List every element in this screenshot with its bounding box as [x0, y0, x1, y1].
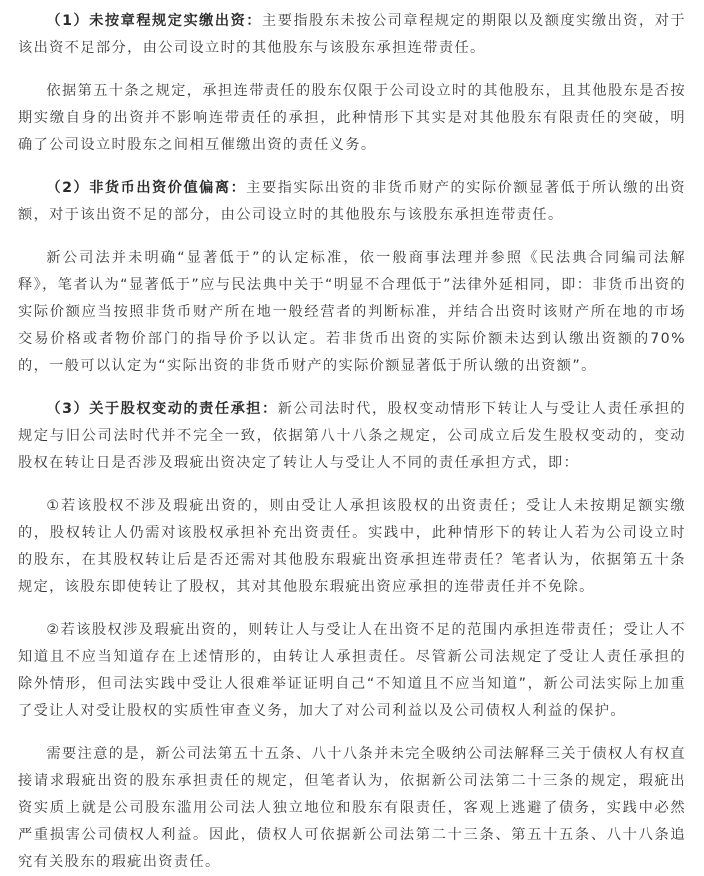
paragraph-text: 新公司法并未明确“显著低于”的认定标准，依一般商事法理并参照《民法典合同编司法解释》，笔者认为“显著低于”应与民法典中关于“明显不合理低于”法律外延相同，即：非货币出资的实际价额应当按照非货币财产所在地一般经营者的判断标准，并结合出资时该财产所在地的市场交易价格或者物价部门的指导价予以认定。若非货币出资的实际价额未达到认缴出资额的70%的，一般可以认定为“实际出资的非货币财产的实际价额显著低于所认缴的出资额”。	[18, 250, 686, 374]
paragraph-case-1	[18, 493, 686, 601]
paragraph-significantly-lower	[18, 245, 686, 380]
paragraph-text: 依据第五十条之规定，承担连带责任的股东仅限于公司设立时的其他股东，且其他股东是否按期实缴自身的出资并不影响连带责任的承担，此种情形下其实是对其他股东有限责任的突破，明确了公司设立时股东之间相互催缴出资的责任义务。	[18, 83, 686, 153]
paragraph-text: 主要指实际出资的非货币财产的实际价额显著低于所认缴的出资额，对于该出资不足的部分，由公司设立时的其他股东与该股东承担连带责任。	[18, 180, 687, 223]
paragraph-unpaid-capital	[18, 8, 686, 62]
paragraph-text: ①若该股权不涉及瑕疵出资的，则由受让人承担该股权的出资责任；受让人未按期足额实缴的，股权转让人仍需对该股权承担补充出资责任。实践中，此种情形下的转让人若为公司设立时的股东，在其股权转让后是否还需对其他股东瑕疵出资承担连带责任？笔者认为，依据第五十条规定，该股东即使转让了股权，其对其他股东瑕疵出资应承担的连带责任并不免除。	[18, 498, 686, 595]
paragraph-equity-change	[18, 396, 686, 477]
section-heading-2: （2）非货币出资价值偏离：	[46, 180, 247, 196]
section-heading-3: （3）关于股权变动的责任承担：	[46, 401, 278, 417]
paragraph-case-2	[18, 617, 686, 725]
paragraph-text: 需要注意的是，新公司法第五十五条、八十八条并未完全吸纳公司法解释三关于债权人有权直接请求瑕疵出资的股东承担责任的规定，但笔者认为，依据新公司法第二十三条的规定，瑕疵出资实质上就是公司股东滥用公司法人独立地位和股东有限责任，客观上逃避了债务，实践中必然严重损害公司债权人利益。因此，债权人可依据新公司法第二十三条、第五十五条、八十八条追究有关股东的瑕疵出资责任。	[18, 746, 686, 870]
paragraph-non-monetary	[18, 175, 686, 229]
paragraph-creditor-note	[18, 741, 686, 876]
paragraph-text: 主要指股东未按公司章程规定的期限以及额度实缴出资，对于该出资不足部分，由公司设立时的其他股东与该股东承担连带责任。	[18, 13, 686, 56]
paragraph-text: 新公司法时代，股权变动情形下转让人与受让人责任承担的规定与旧公司法时代并不完全一致，依据第八十八条之规定，公司成立后发生股权变动的，变动股权在转让日是否涉及瑕疵出资决定了转让人与受让人不同的责任承担方式，即：	[18, 401, 686, 471]
section-heading-1: （1）未按章程规定实缴出资：	[46, 13, 262, 29]
paragraph-text: ②若该股权涉及瑕疵出资的，则转让人与受让人在出资不足的范围内承担连带责任；受让人不知道且不应当知道存在上述情形的，由转让人承担责任。尽管新公司法规定了受让人责任承担的除外情形，但司法实践中受让人很难举证证明自己“不知道且不应当知道”，新公司法实际上加重了受让人对受让股权的实质性审查义务，加大了对公司利益以及公司债权人利益的保护。	[18, 622, 686, 719]
paragraph-article-50	[18, 78, 686, 159]
